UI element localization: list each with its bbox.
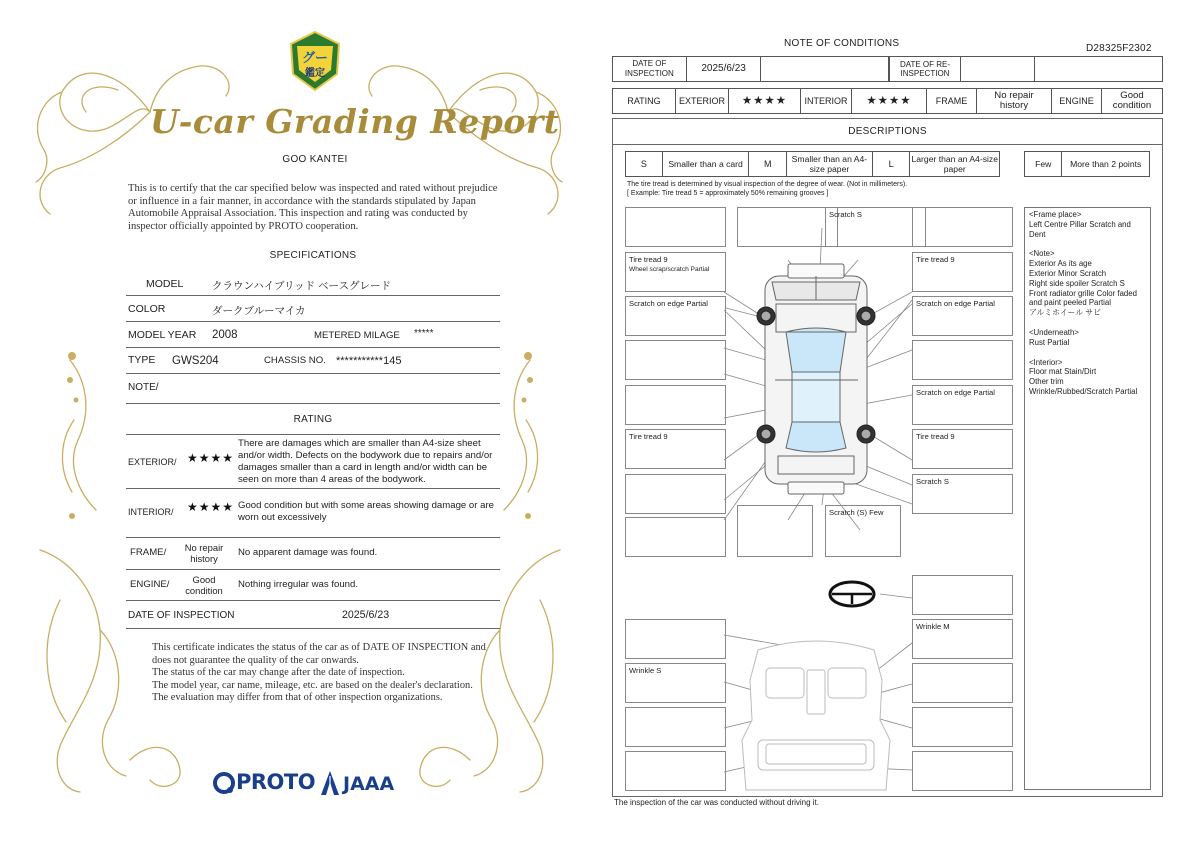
notes-line: <Interior>: [1029, 357, 1063, 367]
desc-box-left-edge: Scratch on edge Partial: [625, 296, 726, 336]
desc-box: [625, 707, 726, 747]
frame-value: No repair history: [184, 542, 224, 564]
notes-spacer: [1029, 348, 1146, 358]
desc-box-steering: [912, 575, 1013, 615]
notes-line: Floor mat Stain/Dirt: [1029, 367, 1097, 377]
spec-row-color: [126, 297, 500, 322]
frame-description: No apparent damage was found.: [238, 547, 378, 558]
goo-kantei-badge-icon: [287, 30, 343, 92]
tire-tread-note: [627, 180, 907, 198]
frame-value: No repair history: [977, 89, 1052, 113]
color-label: COLOR: [128, 303, 166, 315]
chassis-value: ***********145: [336, 355, 402, 367]
desc-box: [625, 751, 726, 791]
desc-box: [625, 474, 726, 514]
desc-box-interior-wrinkle-m: Wrinkle M: [912, 619, 1013, 659]
proto-logo-icon: [213, 772, 235, 794]
desc-box: [625, 619, 726, 659]
rating-heading: RATING: [293, 414, 333, 425]
disclaimer-line: The status of the car may change after the date of inspection.: [152, 667, 405, 678]
rating-summary-table: [612, 88, 1163, 114]
damage-size-legend: [625, 151, 1000, 177]
jaaa-logo-icon: [320, 770, 340, 796]
date-inspection-blank: [761, 57, 889, 81]
steering-wheel-icon: [830, 582, 874, 606]
disclaimer-line: The model year, car name, mileage, etc. are based on the dealer's declaration.: [152, 679, 473, 691]
engine-value: Good condition: [1112, 90, 1152, 111]
chassis-label: CHASSIS NO.: [264, 355, 326, 366]
desc-box-top-center: Scratch S: [825, 207, 926, 247]
few-legend: [1024, 151, 1150, 177]
descriptions-heading: DESCRIPTIONS: [612, 118, 1163, 145]
frame-label: FRAME: [927, 89, 977, 113]
legend-s: S: [626, 152, 663, 176]
desc-box: [912, 751, 1013, 791]
condition-notes: [1024, 207, 1151, 790]
inspection-date-value: 2025/6/23: [342, 609, 390, 621]
notes-line: Right side spoiler Scratch S: [1029, 278, 1125, 288]
spec-row-note: [126, 375, 500, 404]
desc-box: [625, 207, 726, 247]
desc-box: [912, 207, 1013, 247]
certify-statement: This is to certify that the car specified below was inspected and rated without prejudice or influence in a fair manner, in accordance with the standards stipulated by Japan Automobile Appraisal Association. This inspection and rating was conducted by inspector officially appointed by PROTO cooperation.: [128, 183, 498, 232]
exterior-label: EXTERIOR: [676, 89, 729, 113]
interior-label: INTERIOR/: [128, 507, 174, 517]
spec-row-year: [126, 323, 500, 348]
jaaa-logo: JAAA: [343, 773, 395, 795]
desc-box: [737, 207, 838, 247]
legend-l: L: [873, 152, 911, 176]
desc-box: [912, 707, 1013, 747]
rating-row-interior: [126, 490, 500, 538]
notes-line: <Underneath>: [1029, 327, 1079, 337]
disclaimer-line: The evaluation may differ from that of other inspection organizations.: [152, 692, 443, 703]
document-id: D28325F2302: [1086, 43, 1152, 54]
rating-label: RATING: [613, 89, 676, 113]
disclaimer-line: This certificate indicates the status of the car as of DATE OF INSPECTION and does not guarantee the quality of the car onwards.: [152, 642, 486, 666]
interior-stars: ★★★★: [187, 500, 235, 514]
notes-line: Exterior Minor Scratch: [1029, 268, 1107, 278]
desc-box-left-rear-tire: Tire tread 9: [625, 429, 726, 469]
car-interior-view: [742, 641, 890, 790]
desc-box: [737, 505, 813, 557]
legend-s-text: Smaller than a card: [663, 152, 750, 176]
metered-milage-value: *****: [414, 328, 434, 339]
certificate-subtitle: GOO KANTEI: [282, 154, 348, 165]
date-inspection-value: 2025/6/23: [687, 57, 762, 81]
tread-note-line: [ Example: Tire tread 5 = approximately 50% remaining grooves ]: [627, 190, 829, 197]
model-value: クラウンハイブリッド ベースグレード: [212, 280, 392, 292]
notes-line: <Frame place>: [1029, 210, 1082, 219]
color-value: ダークブルーマイカ: [212, 305, 306, 317]
desc-box: [625, 340, 726, 380]
left-front-wheel-text: Wheel scrap/scratch Partial: [629, 266, 710, 273]
legend-l-text: Larger than an A4-size paper: [911, 154, 998, 174]
desc-box-right-front-tire: Tire tread 9: [912, 252, 1013, 292]
notes-line: アルミホイール サビ: [1029, 308, 1101, 318]
type-value: GWS204: [172, 355, 219, 367]
legend-few-text: More than 2 points: [1070, 159, 1142, 169]
desc-box: [912, 340, 1013, 380]
notes-spacer: [1029, 318, 1146, 328]
legend-m-text: Smaller than an A4-size paper: [787, 152, 873, 176]
notes-spacer: [1029, 239, 1146, 249]
desc-box-right-rear-tire: Tire tread 9: [912, 429, 1013, 469]
notes-line: Wrinkle/Rubbed/Scratch Partial: [1029, 386, 1138, 396]
car-top-view: [765, 264, 867, 494]
desc-box-bottom-center: Scratch (S) Few: [825, 505, 901, 557]
desc-box-right-edge-1: Scratch on edge Partial: [912, 296, 1013, 336]
notes-line: Exterior As its age: [1029, 259, 1092, 269]
exterior-description: There are damages which are smaller than A4-size sheet and/or width. Defects on the bodywork due to repairs and/or damages smaller than a card in length and/or width can be seen on more than 4 areas of the bodywork.: [238, 438, 493, 485]
rating-row-engine: [126, 571, 500, 601]
inspection-dates-table: [612, 56, 1163, 82]
disclaimer: [152, 642, 492, 705]
model-label: MODEL: [146, 278, 184, 290]
notes-line: Other trim: [1029, 377, 1064, 387]
spec-row-type: [126, 349, 500, 374]
interior-stars: ★★★★: [852, 89, 927, 113]
svg-text:鑑定: 鑑定: [305, 68, 325, 79]
inspection-date-label: DATE OF INSPECTION: [128, 610, 235, 621]
inspection-footer-note: The inspection of the car was conducted without driving it.: [614, 798, 819, 807]
legend-few: Few: [1025, 152, 1062, 176]
desc-box: [912, 663, 1013, 703]
engine-label: ENGINE: [1052, 89, 1102, 113]
notes-line: <Note>: [1029, 249, 1055, 259]
rating-row-exterior: [126, 434, 500, 489]
engine-value: Good condition: [185, 574, 223, 596]
tread-note-line: The tire tread is determined by visual inspection of the degree of wear. (Not in millimeters).: [627, 181, 908, 188]
desc-box-left-front-tire: [625, 252, 726, 292]
engine-description: Nothing irregular was found.: [238, 579, 358, 590]
interior-description: Good condition but with some areas showing damage or are worn out excessively: [238, 500, 494, 523]
desc-box: [625, 517, 726, 557]
spec-row-model: [126, 272, 500, 296]
exterior-stars: ★★★★: [187, 451, 235, 465]
proto-logo: PROTO: [236, 770, 316, 794]
notes-line: Rust Partial: [1029, 337, 1070, 347]
reinspection-value: [961, 57, 1035, 81]
desc-box: [625, 385, 726, 425]
rating-row-frame: [126, 539, 500, 570]
desc-box-right-rear: Scratch S: [912, 474, 1013, 514]
note-label: NOTE/: [128, 382, 159, 393]
reinspection-group: [889, 57, 1162, 81]
engine-label: ENGINE/: [130, 579, 170, 590]
notes-line: Left Centre Pillar Scratch and Dent: [1029, 219, 1131, 239]
notes-line: Front radiator grille Color faded and paint peeled Partial: [1029, 288, 1137, 308]
specifications-heading: SPECIFICATIONS: [269, 250, 357, 261]
desc-box-right-edge-2: Scratch on edge Partial: [912, 385, 1013, 425]
frame-label: FRAME/: [130, 547, 167, 558]
exterior-stars: ★★★★: [729, 89, 801, 113]
interior-label: INTERIOR: [801, 89, 852, 113]
inspection-date-row: [126, 602, 500, 629]
svg-text:グー: グー: [301, 51, 329, 66]
model-year-value: 2008: [212, 329, 238, 341]
left-front-tire-text: Tire tread 9: [629, 255, 668, 264]
desc-box-interior-wrinkle-s: Wrinkle S: [625, 663, 726, 703]
type-label: TYPE: [128, 354, 156, 366]
reinspection-label: DATE OF RE-INSPECTION: [889, 57, 961, 81]
legend-m: M: [749, 152, 787, 176]
date-inspection-label: DATE OF INSPECTION: [613, 57, 687, 81]
note-title: NOTE OF CONDITIONS: [784, 38, 900, 49]
model-year-label: MODEL YEAR: [128, 329, 197, 341]
exterior-label: EXTERIOR/: [128, 457, 177, 467]
metered-milage-label: METERED MILAGE: [314, 330, 400, 341]
certificate-title: U-car Grading Report: [150, 102, 560, 141]
